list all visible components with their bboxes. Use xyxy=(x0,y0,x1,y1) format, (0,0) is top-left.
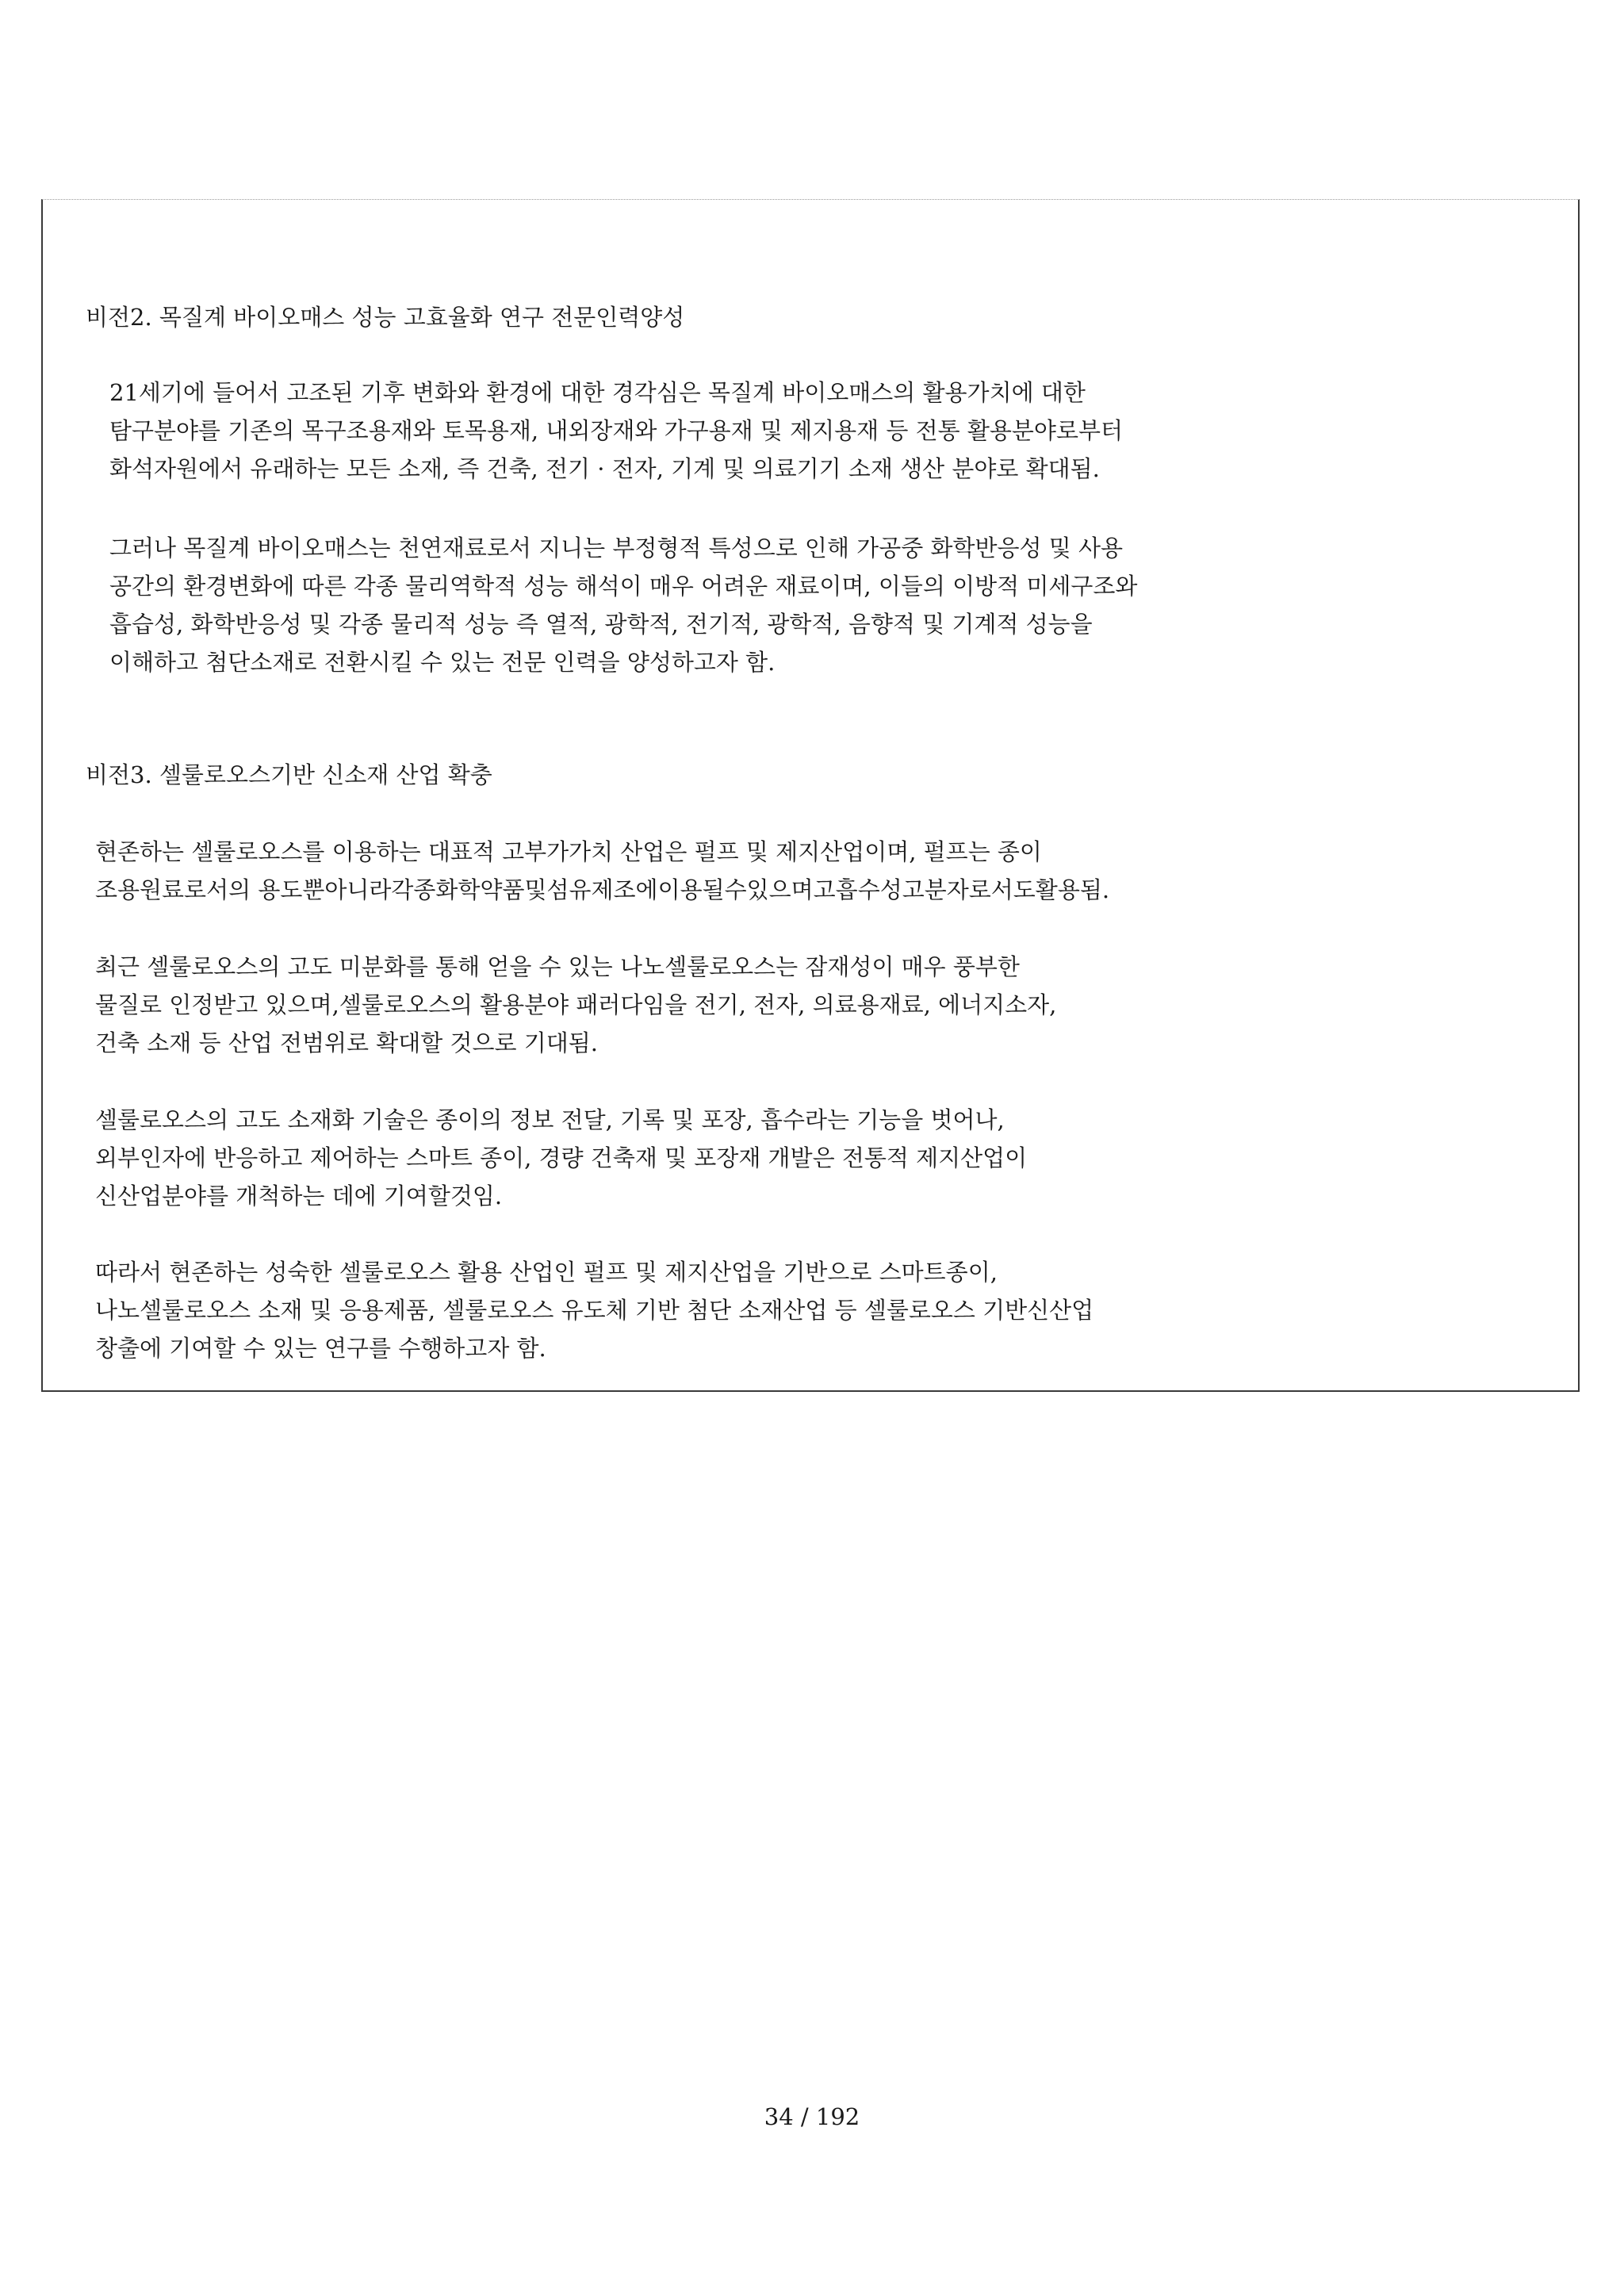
page-number: 34 / 192 xyxy=(764,2103,860,2130)
section-heading-vision3: 비전3. 셀룰로오스기반 신소재 산업 확충 xyxy=(86,761,492,788)
paragraph-vision3-4 xyxy=(95,1253,1094,1367)
paragraph-vision2-2 xyxy=(109,529,1137,681)
paragraph-line: 그러나 목질계 바이오매스는 천연재료로서 지니는 부정형적 특성으로 인해 가공중 화학반응성 및 사용 xyxy=(109,535,1123,562)
paragraph-line: 나노셀룰로오스 소재 및 응용제품, 셀룰로오스 유도체 기반 첨단 소재산업 등 셀룰로오스 기반신산업 xyxy=(95,1297,1094,1324)
paragraph-line: 현존하는 셀룰로오스를 이용하는 대표적 고부가가치 산업은 펄프 및 제지산업이며, 펄프는 종이 xyxy=(95,838,1042,865)
paragraph-line: 셀룰로오스의 고도 소재화 기술은 종이의 정보 전달, 기록 및 포장, 흡수라는 기능을 벗어나, xyxy=(95,1106,1005,1133)
paragraph-line: 조용원료로서의 용도뿐아니라각종화학약품및섬유제조에이용될수있으며고흡수성고분자로서도활용됨. xyxy=(95,876,1110,903)
paragraph-vision3-1 xyxy=(95,833,1109,909)
paragraph-line: 공간의 환경변화에 따른 각종 물리역학적 성능 해석이 매우 어려운 재료이며, 이들의 이방적 미세구조와 xyxy=(109,573,1138,600)
paragraph-line: 물질로 인정받고 있으며,셀룰로오스의 활용분야 패러다임을 전기, 전자, 의료용재료, 에너지소자, xyxy=(95,991,1057,1018)
paragraph-line: 탐구분야를 기존의 목구조용재와 토목용재, 내외장재와 가구용재 및 제지용재 등 전통 활용분야로부터 xyxy=(109,417,1123,444)
paragraph-line: 흡습성, 화학반응성 및 각종 물리적 성능 즉 열적, 광학적, 전기적, 광학적, 음향적 및 기계적 성능을 xyxy=(109,611,1093,638)
section-heading-vision2: 비전2. 목질계 바이오매스 성능 고효율화 연구 전문인력양성 xyxy=(86,304,685,331)
paragraph-line: 따라서 현존하는 성숙한 셀룰로오스 활용 산업인 펄프 및 제지산업을 기반으로 스마트종이, xyxy=(95,1259,998,1286)
paragraph-line: 신산업분야를 개척하는 데에 기여할것임. xyxy=(95,1182,503,1209)
paragraph-vision3-2 xyxy=(95,948,1056,1062)
paragraph-line: 외부인자에 반응하고 제어하는 스마트 종이, 경량 건축재 및 포장재 개발은 전통적 제지산업이 xyxy=(95,1144,1028,1171)
paragraph-line: 이해하고 첨단소재로 전환시킬 수 있는 전문 인력을 양성하고자 함. xyxy=(109,649,776,676)
paragraph-vision3-3 xyxy=(95,1101,1027,1215)
paragraph-line: 21세기에 들어서 고조된 기후 변화와 환경에 대한 경각심은 목질계 바이오매스의 활용가치에 대한 xyxy=(109,379,1086,406)
paragraph-line: 화석자원에서 유래하는 모든 소재, 즉 건축, 전기 · 전자, 기계 및 의료기기 소재 생산 분야로 확대됨. xyxy=(109,455,1100,482)
paragraph-line: 창출에 기여할 수 있는 연구를 수행하고자 함. xyxy=(95,1335,546,1362)
paragraph-line: 건축 소재 등 산업 전범위로 확대할 것으로 기대됨. xyxy=(95,1029,599,1056)
paragraph-line: 최근 셀룰로오스의 고도 미분화를 통해 얻을 수 있는 나노셀룰로오스는 잠재성이 매우 풍부한 xyxy=(95,953,1020,980)
paragraph-vision2-1 xyxy=(109,374,1123,488)
